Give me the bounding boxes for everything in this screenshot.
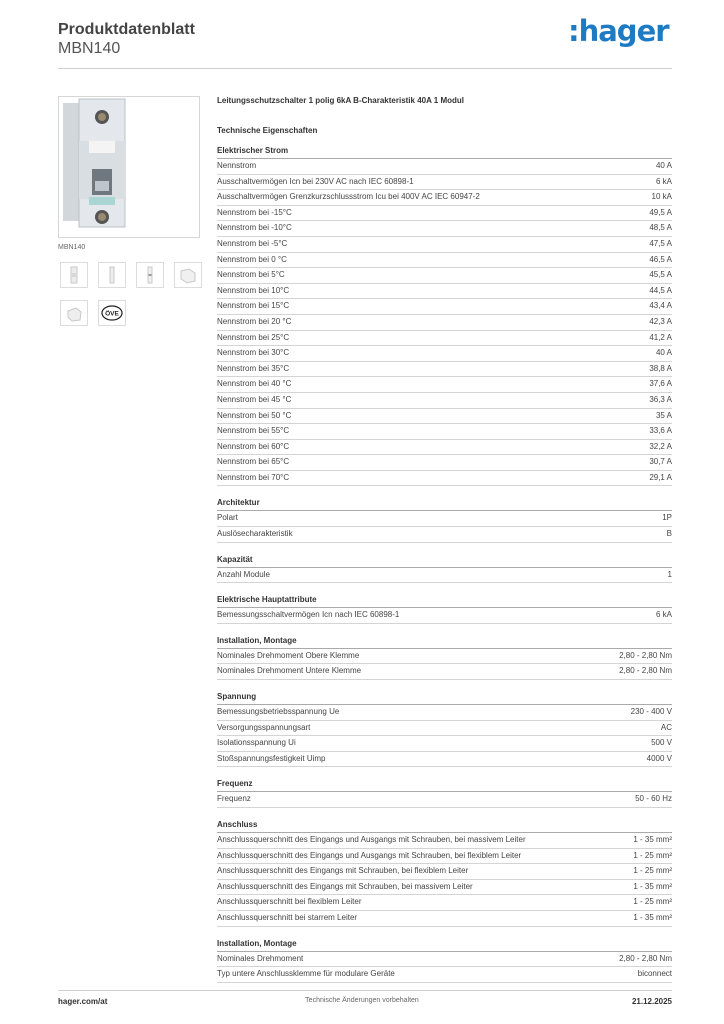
spec-label: Nennstrom bei -10°C (217, 223, 292, 233)
spec-row (217, 455, 672, 471)
spec-label: Auslösecharakteristik (217, 529, 293, 539)
thumbnail-front[interactable] (60, 262, 88, 288)
breaker-angle-icon (175, 263, 201, 287)
spec-label: Nennstrom bei 10°C (217, 285, 290, 295)
spec-value: 37,6 A (649, 379, 672, 389)
footer-date: 21.12.2025 (631, 997, 672, 1006)
section-title: Architektur (217, 496, 672, 511)
document-title: Produktdatenblatt (58, 21, 195, 38)
spec-row (217, 967, 672, 983)
spec-value: 48,5 A (649, 223, 672, 233)
section-title: Installation, Montage (217, 937, 672, 952)
thumbnail-back[interactable] (136, 262, 164, 288)
breaker-front-icon (61, 263, 87, 287)
spec-section (217, 690, 672, 767)
spec-row (217, 471, 672, 487)
spec-value: 40 A (655, 348, 672, 358)
spec-value: 33,6 A (649, 426, 672, 436)
spec-row (217, 206, 672, 222)
spec-label: Nennstrom bei 5°C (217, 270, 285, 280)
spec-row (217, 736, 672, 752)
spec-value: 2,80 - 2,80 Nm (619, 650, 672, 660)
spec-value: 49,5 A (649, 207, 672, 217)
spec-row (217, 190, 672, 206)
spec-label: Nennstrom bei 50 °C (217, 410, 292, 420)
breaker-perspective-icon (61, 301, 87, 325)
spec-value: 38,8 A (649, 363, 672, 373)
thumbnail-perspective[interactable] (60, 300, 88, 326)
spec-value: 47,5 A (649, 238, 672, 248)
spec-label: Nennstrom bei -5°C (217, 238, 288, 248)
spec-value: 30,7 A (649, 457, 672, 467)
spec-row (217, 833, 672, 849)
thumbnail-certification[interactable] (98, 300, 126, 326)
technical-properties-heading: Technische Eigenschaften (217, 126, 318, 135)
spec-value: 1 (667, 569, 672, 579)
spec-label: Anschlussquerschnitt des Eingangs mit Schrauben, bei flexiblem Leiter (217, 866, 469, 876)
spec-value: 45,5 A (649, 270, 672, 280)
section-title: Elektrischer Strom (217, 144, 672, 159)
spec-value: 1 - 25 mm² (633, 866, 672, 876)
spec-row (217, 221, 672, 237)
spec-row (217, 377, 672, 393)
spec-label: Nennstrom bei 45 °C (217, 394, 292, 404)
spec-label: Anschlussquerschnitt des Eingangs und Ausgangs mit Schrauben, bei massivem Leiter (217, 835, 526, 844)
spec-row (217, 346, 672, 362)
spec-row (217, 895, 672, 911)
spec-section (217, 777, 672, 808)
spec-section (217, 634, 672, 680)
spec-label: Anschlussquerschnitt bei starrem Leiter (217, 912, 358, 922)
spec-value: biconnect (637, 969, 672, 979)
footer-website[interactable]: hager.com/at (58, 997, 108, 1006)
spec-value: 1 - 35 mm² (633, 912, 672, 922)
product-description: Leitungsschutzschalter 1 polig 6kA B-Charakteristik 40A 1 Modul (217, 96, 465, 105)
spec-value: 2,80 - 2,80 Nm (619, 666, 672, 676)
footer-disclaimer: Technische Änderungen vorbehalten (305, 997, 419, 1004)
spec-sections (217, 144, 672, 983)
spec-row (217, 527, 672, 543)
spec-value: 2,80 - 2,80 Nm (619, 953, 672, 963)
spec-value: 40 A (655, 161, 672, 170)
spec-label: Nennstrom bei 0 °C (217, 254, 287, 264)
spec-value: B (666, 529, 672, 539)
spec-value: 4000 V (646, 753, 672, 763)
section-title: Kapazität (217, 553, 672, 568)
spec-value: 29,1 A (649, 472, 672, 482)
spec-row (217, 608, 672, 624)
spec-value: 44,5 A (649, 285, 672, 295)
spec-label: Nennstrom bei 20 °C (217, 316, 292, 326)
spec-row (217, 880, 672, 896)
spec-value: 500 V (651, 738, 672, 748)
spec-label: Anschlussquerschnitt des Eingangs mit Schrauben, bei massivem Leiter (217, 881, 473, 891)
spec-label: Nennstrom bei 30°C (217, 348, 290, 358)
breaker-side-icon (99, 263, 125, 287)
ove-certification-icon (99, 301, 125, 325)
spec-row (217, 911, 672, 927)
hager-logo: :hager (568, 14, 669, 48)
thumbnail-angle[interactable] (174, 262, 202, 288)
spec-section (217, 144, 672, 486)
spec-row (217, 331, 672, 347)
spec-value: AC (660, 722, 672, 732)
thumbnail-side[interactable] (98, 262, 126, 288)
spec-row (217, 952, 672, 968)
spec-section (217, 496, 672, 542)
spec-row (217, 159, 672, 175)
spec-label: Nennstrom bei 40 °C (217, 379, 292, 389)
spec-row (217, 568, 672, 584)
spec-label: Nominales Drehmoment Untere Klemme (217, 666, 362, 676)
spec-row (217, 268, 672, 284)
product-image[interactable] (58, 96, 200, 238)
spec-value: 50 - 60 Hz (635, 794, 672, 804)
spec-value: 1 - 35 mm² (633, 881, 672, 891)
spec-row (217, 299, 672, 315)
spec-label: Nennstrom bei 70°C (217, 472, 290, 482)
spec-label: Ausschaltvermögen Icn bei 230V AC nach IEC 60898-1 (217, 176, 414, 186)
spec-value: 1P (662, 513, 672, 523)
spec-row (217, 362, 672, 378)
spec-label: Stoßspannungsfestigkeit Uimp (217, 753, 326, 763)
image-caption: MBN140 (58, 244, 86, 251)
spec-row (217, 752, 672, 768)
spec-content (217, 92, 672, 983)
spec-label: Anschlussquerschnitt bei flexiblem Leiter (217, 897, 362, 907)
spec-label: Nennstrom bei 25°C (217, 332, 290, 342)
spec-label: Nominales Drehmoment (217, 953, 304, 963)
ove-logo-text: ÖVE (105, 310, 119, 318)
spec-label: Anschlussquerschnitt des Eingangs und Ausgangs mit Schrauben, bei flexiblem Leiter (217, 850, 522, 860)
section-title: Installation, Montage (217, 634, 672, 649)
document-header (58, 20, 195, 58)
spec-section (217, 937, 672, 983)
spec-label: Bemessungsschaltvermögen Icn nach IEC 60898-1 (217, 610, 400, 620)
spec-label: Bemessungsbetriebsspannung Ue (217, 707, 340, 717)
spec-value: 41,2 A (649, 332, 672, 342)
spec-label: Nennstrom bei -15°C (217, 207, 292, 217)
spec-label: Nennstrom bei 65°C (217, 457, 290, 467)
spec-label: Ausschaltvermögen Grenzkurzschlussstrom Icu bei 400V AC IEC 60947-2 (217, 192, 480, 202)
spec-row (217, 664, 672, 680)
spec-label: Nennstrom bei 60°C (217, 441, 290, 451)
product-code: MBN140 (58, 40, 121, 57)
spec-label: Isolationsspannung Ui (217, 738, 296, 748)
spec-value: 1 - 25 mm² (633, 897, 672, 907)
spec-label: Nennstrom bei 35°C (217, 363, 290, 373)
breaker-image-icon (59, 97, 199, 237)
spec-value: 1 - 35 mm² (633, 835, 672, 844)
spec-row (217, 849, 672, 865)
spec-row (217, 253, 672, 269)
spec-label: Anzahl Module (217, 569, 270, 579)
breaker-back-icon (137, 263, 163, 287)
spec-row (217, 511, 672, 527)
spec-value: 6 kA (655, 176, 672, 186)
spec-value: 42,3 A (649, 316, 672, 326)
section-title: Elektrische Hauptattribute (217, 593, 672, 608)
spec-value: 32,2 A (649, 441, 672, 451)
spec-section (217, 553, 672, 584)
spec-row (217, 424, 672, 440)
section-title: Anschluss (217, 818, 672, 833)
spec-value: 10 kA (651, 192, 672, 202)
spec-label: Polart (217, 513, 238, 523)
spec-row (217, 649, 672, 665)
spec-row (217, 705, 672, 721)
spec-value: 35 A (655, 410, 672, 420)
spec-row (217, 721, 672, 737)
spec-row (217, 792, 672, 808)
spec-row (217, 864, 672, 880)
spec-value: 6 kA (655, 610, 672, 620)
spec-label: Frequenz (217, 794, 251, 804)
footer-divider (58, 990, 672, 991)
spec-label: Nennstrom (217, 161, 257, 170)
spec-row (217, 175, 672, 191)
spec-row (217, 440, 672, 456)
spec-row (217, 409, 672, 425)
spec-label: Typ untere Anschlussklemme für modulare Geräte (217, 969, 395, 979)
spec-label: Nennstrom bei 55°C (217, 426, 290, 436)
spec-label: Nennstrom bei 15°C (217, 301, 290, 311)
spec-label: Nominales Drehmoment Obere Klemme (217, 650, 360, 660)
spec-row (217, 315, 672, 331)
spec-value: 46,5 A (649, 254, 672, 264)
spec-row (217, 284, 672, 300)
spec-value: 43,4 A (649, 301, 672, 311)
spec-row (217, 393, 672, 409)
spec-value: 36,3 A (649, 394, 672, 404)
spec-row (217, 237, 672, 253)
spec-section (217, 818, 672, 927)
section-title: Spannung (217, 690, 672, 705)
spec-section (217, 593, 672, 624)
spec-label: Versorgungsspannungsart (217, 722, 311, 732)
spec-value: 230 - 400 V (630, 707, 672, 717)
section-title: Frequenz (217, 777, 672, 792)
spec-value: 1 - 25 mm² (633, 850, 672, 860)
header-divider (58, 68, 672, 69)
